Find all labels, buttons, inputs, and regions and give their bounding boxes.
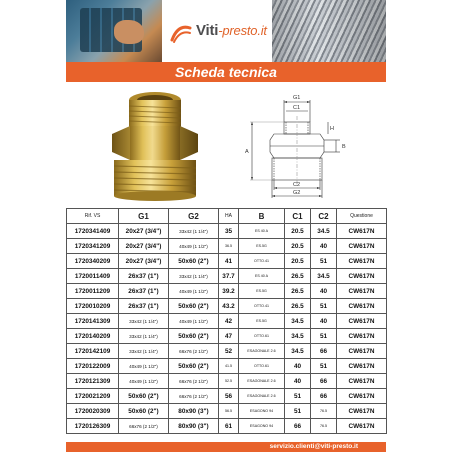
- contact-email: servizio.clienti@viti-presto.it: [269, 443, 358, 450]
- dim-label-b: B: [342, 144, 346, 150]
- table-cell: ES.5G: [239, 314, 285, 329]
- table-row: [67, 359, 387, 374]
- col-header-c2: C2: [311, 209, 337, 224]
- table-cell: ESAGONO 94: [239, 404, 285, 419]
- table-cell: 1720140209: [67, 329, 119, 344]
- table-cell: CW617N: [337, 359, 387, 374]
- table-row: [67, 284, 387, 299]
- brand-logo: [162, 0, 272, 62]
- table-cell: ES.5G: [239, 284, 285, 299]
- table-cell: 51: [285, 404, 311, 419]
- table-row: [67, 299, 387, 314]
- table-cell: 50x60 (2"): [169, 299, 219, 314]
- col-header-g2: G2: [169, 209, 219, 224]
- table-cell: 40x49 (1 1/2"): [119, 359, 169, 374]
- table-cell: 51: [311, 254, 337, 269]
- table-row: [67, 254, 387, 269]
- table-row: [67, 239, 387, 254]
- table-cell: 1720122009: [67, 359, 119, 374]
- header-banner: [66, 0, 386, 62]
- table-cell: 51: [311, 299, 337, 314]
- table-cell: 50x60 (2"): [119, 404, 169, 419]
- logo-swoosh-icon: [170, 22, 192, 44]
- table-cell: 26.5: [285, 299, 311, 314]
- table-row: [67, 389, 387, 404]
- table-cell: CW617N: [337, 254, 387, 269]
- table-cell: 39.2: [219, 284, 239, 299]
- table-cell: CW617N: [337, 299, 387, 314]
- table-row: [67, 404, 387, 419]
- table-cell: 1720142109: [67, 344, 119, 359]
- table-cell: 26x37 (1"): [119, 284, 169, 299]
- table-cell: 33x42 (1 1/4"): [169, 269, 219, 284]
- table-cell: 66: [311, 389, 337, 404]
- table-cell: CW617N: [337, 419, 387, 434]
- table-cell: OTTO.41: [239, 254, 285, 269]
- table-cell: CW617N: [337, 239, 387, 254]
- table-cell: 20.5: [285, 254, 311, 269]
- table-cell: CW617N: [337, 314, 387, 329]
- table-cell: CW617N: [337, 389, 387, 404]
- table-row: [67, 419, 387, 434]
- table-cell: 66x76 (2 1/2"): [169, 389, 219, 404]
- table-cell: 1720126309: [67, 419, 119, 434]
- table-cell: 50x60 (2"): [119, 389, 169, 404]
- table-cell: ES 40 A: [239, 269, 285, 284]
- table-cell: 40x49 (1 1/2"): [119, 374, 169, 389]
- table-cell: 1720341409: [67, 224, 119, 239]
- table-cell: 66: [285, 419, 311, 434]
- table-cell: 33x42 (1 1/4"): [119, 314, 169, 329]
- table-cell: 40: [311, 239, 337, 254]
- table-cell: 34.5: [311, 224, 337, 239]
- dim-label-c2: C2: [293, 182, 301, 188]
- table-cell: 26.5: [285, 269, 311, 284]
- table-cell: ESAGONALE 2.6: [239, 389, 285, 404]
- table-body: [67, 224, 387, 434]
- col-header-g1: G1: [119, 209, 169, 224]
- table-cell: 34.5: [311, 269, 337, 284]
- spec-table: [66, 208, 387, 434]
- table-cell: 50x60 (2"): [169, 254, 219, 269]
- table-cell: OTTO.61: [239, 359, 285, 374]
- table-cell: 1720011209: [67, 284, 119, 299]
- table-cell: ESAGONALE 2.6: [239, 344, 285, 359]
- table-cell: 76.5: [311, 404, 337, 419]
- table-cell: 1720141309: [67, 314, 119, 329]
- table-cell: ESAGONO 94: [239, 419, 285, 434]
- table-header-row: [67, 209, 387, 224]
- table-cell: 33x42 (1 1/4"): [119, 329, 169, 344]
- table-cell: OTTO.41: [239, 299, 285, 314]
- table-cell: 20x27 (3/4"): [119, 239, 169, 254]
- table-cell: 1720021209: [67, 389, 119, 404]
- table-cell: 35: [219, 224, 239, 239]
- dim-label-a: A: [245, 149, 249, 155]
- table-cell: 20x27 (3/4"): [119, 254, 169, 269]
- table-cell: 26x37 (1"): [119, 299, 169, 314]
- table-cell: 20.5: [285, 224, 311, 239]
- table-cell: CW617N: [337, 224, 387, 239]
- table-row: [67, 314, 387, 329]
- table-cell: 34.5: [285, 314, 311, 329]
- table-cell: 52.5: [219, 374, 239, 389]
- table-cell: 37.7: [219, 269, 239, 284]
- table-cell: CW617N: [337, 269, 387, 284]
- tools-photo: [66, 0, 162, 62]
- table-cell: 1720121309: [67, 374, 119, 389]
- table-row: [67, 224, 387, 239]
- table-cell: 20.5: [285, 239, 311, 254]
- table-cell: 40x49 (1 1/2"): [169, 284, 219, 299]
- table-cell: 33x42 (1 1/4"): [169, 224, 219, 239]
- table-cell: 36.5: [219, 239, 239, 254]
- table-cell: CW617N: [337, 329, 387, 344]
- brand-name: Viti-presto.it: [196, 22, 267, 39]
- table-cell: 50x60 (2"): [169, 359, 219, 374]
- table-cell: CW617N: [337, 284, 387, 299]
- table-cell: 41: [219, 254, 239, 269]
- table-cell: 47: [219, 329, 239, 344]
- table-cell: 41.5: [219, 359, 239, 374]
- brass-nipple-photo: [100, 90, 210, 202]
- table-cell: 40x49 (1 1/2"): [169, 314, 219, 329]
- dim-label-h: H: [330, 126, 334, 132]
- table-cell: 34.5: [285, 344, 311, 359]
- table-cell: 40: [311, 284, 337, 299]
- col-header-ref: Rif. VS: [67, 209, 119, 224]
- table-cell: 1720341209: [67, 239, 119, 254]
- col-header-material: Questione: [337, 209, 387, 224]
- table-cell: 50x60 (2"): [169, 329, 219, 344]
- table-cell: 26.5: [285, 284, 311, 299]
- table-cell: 66x76 (2 1/2"): [169, 374, 219, 389]
- table-cell: 76.5: [311, 419, 337, 434]
- screws-photo: [272, 0, 386, 62]
- dim-label-c1: C1: [293, 105, 301, 111]
- table-cell: 80x90 (3"): [169, 404, 219, 419]
- table-cell: 1720020309: [67, 404, 119, 419]
- table-cell: ES.5G: [239, 239, 285, 254]
- spec-table-container: [66, 208, 386, 434]
- table-cell: 40x49 (1 1/2"): [169, 239, 219, 254]
- table-cell: CW617N: [337, 374, 387, 389]
- table-cell: 34.5: [285, 329, 311, 344]
- technical-drawing: [236, 92, 354, 204]
- dim-label-g2: G2: [293, 190, 301, 196]
- table-cell: 33x42 (1 1/4"): [119, 344, 169, 359]
- table-cell: ES 40 A: [239, 224, 285, 239]
- table-cell: 43.2: [219, 299, 239, 314]
- table-cell: 66: [311, 344, 337, 359]
- table-cell: 66: [311, 374, 337, 389]
- table-row: [67, 374, 387, 389]
- table-cell: 66x76 (2 1/2"): [169, 344, 219, 359]
- col-header-ha: HA: [219, 209, 239, 224]
- table-cell: 40: [285, 359, 311, 374]
- table-row: [67, 344, 387, 359]
- table-cell: 51: [311, 359, 337, 374]
- col-header-b: B: [239, 209, 285, 224]
- table-cell: CW617N: [337, 344, 387, 359]
- table-row: [67, 269, 387, 284]
- table-cell: 40: [285, 374, 311, 389]
- table-cell: 1720340209: [67, 254, 119, 269]
- table-cell: 40: [311, 314, 337, 329]
- table-cell: 42: [219, 314, 239, 329]
- table-cell: OTTO.61: [239, 329, 285, 344]
- dim-label-g1: G1: [293, 95, 301, 101]
- table-cell: 20x27 (3/4"): [119, 224, 169, 239]
- table-cell: 51: [285, 389, 311, 404]
- table-row: [67, 329, 387, 344]
- table-cell: 51: [311, 329, 337, 344]
- table-cell: 1720010209: [67, 299, 119, 314]
- table-cell: ESAGONALE 2.6: [239, 374, 285, 389]
- title-bar: [66, 62, 386, 82]
- col-header-c1: C1: [285, 209, 311, 224]
- table-cell: 56.5: [219, 404, 239, 419]
- table-cell: 66x76 (2 1/2"): [119, 419, 169, 434]
- footer-bar: [66, 442, 386, 452]
- page-title: Scheda tecnica: [175, 64, 277, 80]
- table-cell: 80x90 (3"): [169, 419, 219, 434]
- table-cell: 26x37 (1"): [119, 269, 169, 284]
- table-cell: 52: [219, 344, 239, 359]
- table-cell: 1720011409: [67, 269, 119, 284]
- table-cell: 56: [219, 389, 239, 404]
- table-cell: CW617N: [337, 404, 387, 419]
- table-cell: 61: [219, 419, 239, 434]
